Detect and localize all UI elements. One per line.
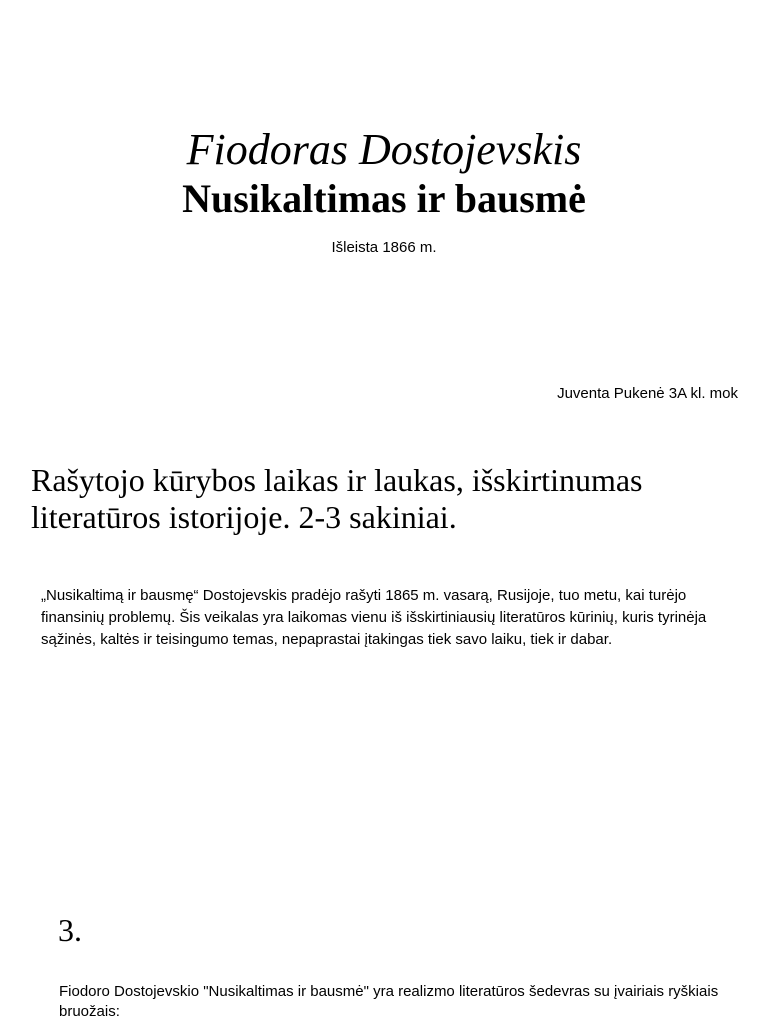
publication-year: Išleista 1866 m. [331, 239, 437, 256]
book-title: Nusikaltimas ir bausmė [182, 176, 586, 221]
author-name: Fiodoras Dostojevskis [186, 125, 582, 174]
slide-heading: Rašytojo kūrybos laikas ir laukas, išskirtinumas literatūros istorijoje. 2-3 sakiniai. [31, 462, 643, 535]
slide-number-heading: 3. [58, 912, 82, 948]
slide-paragraph: „Nusikaltimą ir bausmę“ Dostojevskis pradėjo rašyti 1865 m. vasarą, Rusijoje, tuo metu, kai turėjo finansinių problemų. Šis veikalas yra laikomas vienu iš išskirtiniausių literatūros kūrinių, kuris tyrinėja sąžinės, kaltės ir teisingumo temas, nepaprastai įtakingas tiek savo laiku, tiek ir dabar. [41, 587, 707, 648]
features-slide [0, 900, 768, 1024]
student-name: Juventa Pukenė 3A kl. mok [557, 385, 738, 402]
slide-intro-text: Fiodoro Dostojevskio "Nusikaltimas ir bausmė" yra realizmo literatūros šedevras su įvairiais ryškiais bruožais: [59, 983, 719, 1020]
title-slide [0, 0, 768, 430]
context-slide [0, 430, 768, 900]
